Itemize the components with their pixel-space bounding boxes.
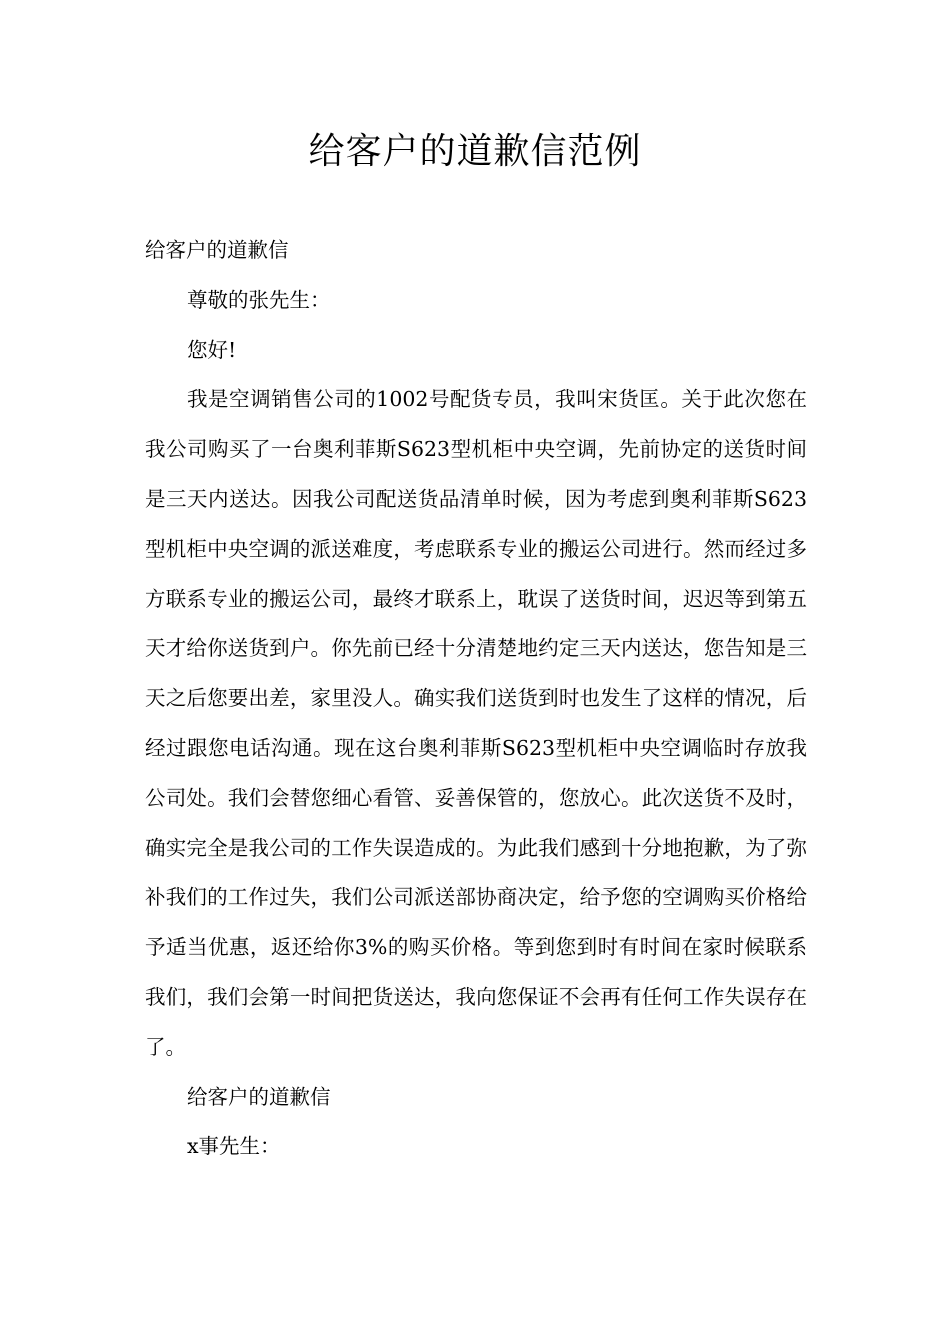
second-salutation: x事先生： [187,1134,281,1159]
second-letter-heading: 给客户的道歉信 [187,1084,331,1109]
document-title: 给客户的道歉信范例 [308,131,642,172]
document-body [145,226,807,1172]
letter-body-paragraph: 我是空调销售公司的1002号配货专员，我叫宋货匡。关于此次您在我公司购买了一台奥利菲斯S623型机柜中央空调，先前协定的送货时间是三天内送达。因我公司配送货品清单时候，因为考虑到奥利菲斯S623型机柜中央空调的派送难度，考虑联系专业的搬运公司进行。然而经过多方联系专业的搬运公司，最终才联系上，耽误了送货时间，迟迟等到第五天才给你送货到户。你先前已经十分清楚地约定三天内送达，您告知是三天之后您要出差，家里没人。确实我们送货到时也发生了这样的情况，后经过跟您电话沟通。现在这台奥利菲斯S623型机柜中央空调临时存放我公司处。我们会替您细心看管、妥善保管的，您放心。此次送货不及时，确实完全是我公司的工作失误造成的。为此我们感到十分地抱歉，为了弥补我们的工作过失，我们公司派送部协商决定，给予您的空调购买价格给予适当优惠，返还给你3%的购买价格。等到您到时有时间在家时候联系我们，我们会第一时间把货送达，我向您保证不会再有任何工作失误存在了。 [145,387,807,1059]
section-heading: 给客户的道歉信 [145,238,289,262]
greeting: 您好! [187,337,237,362]
salutation: 尊敬的张先生： [187,287,331,312]
